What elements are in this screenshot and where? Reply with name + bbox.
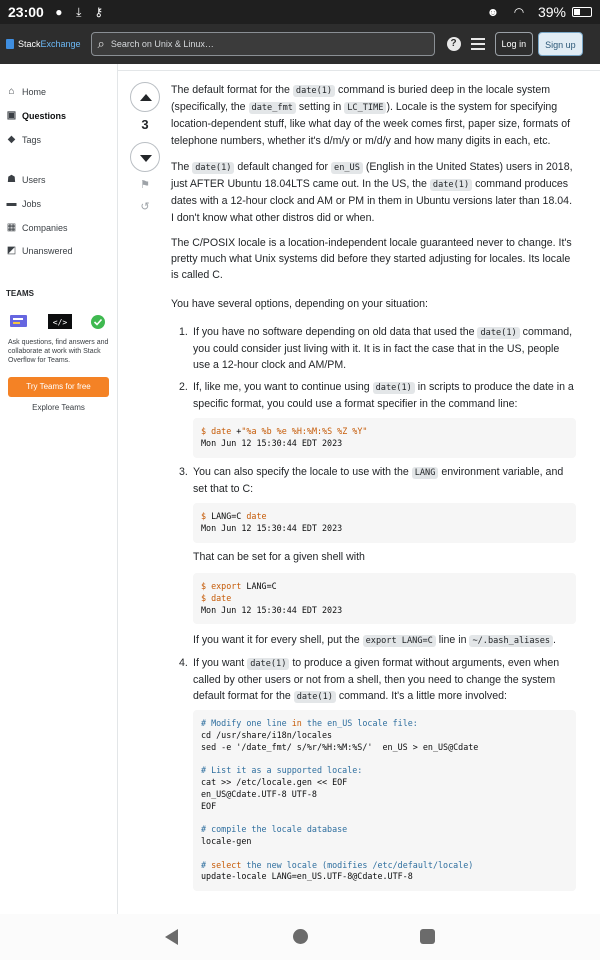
sidebar-item-jobs[interactable] — [6, 198, 41, 209]
search-placeholder: Search on Unix & Linux… — [110, 39, 214, 49]
downvote-arrow-icon — [140, 155, 152, 162]
list-item-text: If you want date(1) to produce a given format without arguments, even when called by other users or not from a shell, then you need to change the system default format for the date(1) command. It's a little more involved: — [193, 657, 560, 703]
key-icon: ⚷ — [94, 5, 104, 19]
downvote-button[interactable] — [130, 142, 160, 172]
list-number: 1. — [179, 326, 188, 338]
inline-code: date(1) — [293, 85, 335, 97]
tag-icon: ◆ — [7, 134, 16, 145]
list-item-text: That can be set for a given shell with — [193, 551, 365, 563]
wifi-icon: ◠ — [513, 5, 525, 19]
upvote-button[interactable] — [130, 82, 160, 112]
site-header — [0, 24, 600, 64]
home-nav-icon[interactable] — [293, 929, 308, 944]
inline-code: date(1) — [477, 327, 519, 339]
sidebar-item-label: Users — [22, 174, 46, 185]
unanswered-icon: ◩ — [6, 245, 17, 256]
battery-icon — [572, 7, 592, 17]
sidebar-item-label: Companies — [22, 222, 68, 233]
content-divider — [118, 70, 600, 71]
battery-percent: 39% — [537, 4, 566, 20]
recents-icon[interactable] — [420, 929, 435, 944]
inline-code: LANG — [412, 467, 439, 479]
logo-text-exchange: Exchange — [40, 39, 81, 49]
sidebar-item-home[interactable] — [6, 86, 46, 97]
list-item-text: If you have no software depending on old data that used the date(1) command, you could consider just living with it. It is in fact the case that in the US, people use a 12-hour clock and AM/PM. — [193, 326, 573, 372]
inline-code: date(1) — [430, 179, 472, 191]
building-icon: ▦ — [6, 222, 17, 233]
sidebar-item-companies[interactable] — [6, 222, 68, 233]
answer-paragraph: The C/POSIX locale is a location-independent locale guaranteed never to change. It's pretty much what Unix systems did before they started adjusting for locales. Its locale is called C. — [171, 237, 572, 282]
inline-code: date(1) — [247, 658, 289, 670]
try-teams-button[interactable]: Try Teams for free — [8, 377, 109, 397]
sidebar-item-tags[interactable] — [6, 134, 41, 145]
sidebar-item-label: Home — [22, 86, 47, 97]
download-icon: ⤓ — [76, 5, 82, 19]
teams-art-code: </> — [52, 318, 68, 327]
code-block: $ LANG=C date Mon Jun 12 15:30:44 EDT 2023 — [193, 503, 576, 543]
answer-paragraph: You have several options, depending on your situation: — [171, 298, 428, 310]
home-icon: ⌂ — [8, 86, 15, 97]
inline-code: date(1) — [373, 382, 415, 394]
list-item-text: You can also specify the locale to use with the LANG environment variable, and set that to C: — [193, 466, 564, 496]
teams-illustration — [8, 312, 108, 332]
stackexchange-logo-icon — [6, 39, 14, 49]
briefcase-icon: ▬ — [6, 198, 17, 209]
explore-teams-link[interactable]: Explore Teams — [32, 403, 85, 412]
users-icon: ☗ — [7, 174, 16, 185]
list-number: 4. — [179, 657, 188, 669]
logo-text-stack: Stack — [18, 39, 41, 49]
code-block: # Modify one line in the en_US locale file: cd /usr/share/i18n/locales sed -e '/date_fmt/ s/%r/%H:%M:%S/' en_US > en_US@Cdate # List it as a supported locale: cat >> /etc/locale.gen << EOF en_US@Cdate.UTF-8 UTF-8 EOF # compile the locale database locale-gen # select the new locale (modifies /etc/default/locale) update-locale LANG=en_US.UTF-8@Cdate.UTF-8 — [193, 710, 576, 891]
answer-paragraph: The date(1) default changed for en_US (English in the United States) users in 2018, just AFTER Ubuntu 18.04LTS came out. In the US, the date(1) command produces dates with a 12-hour clock and AM or PM in them in Ubuntu versions later than 18.04. I don't know what other distros did or when. — [171, 161, 573, 224]
status-time: 23:00 — [8, 4, 44, 20]
sidebar-item-users[interactable] — [6, 174, 46, 185]
sidebar-item-unanswered[interactable] — [6, 245, 73, 256]
inline-code: date_fmt — [249, 102, 296, 114]
inline-code: ~/.bash_aliases — [469, 635, 553, 647]
stackexchange-logo[interactable] — [6, 39, 81, 49]
sidebar-item-label: Tags — [22, 134, 42, 145]
search-input[interactable] — [91, 32, 435, 56]
inline-code: export LANG=C — [363, 635, 436, 647]
inline-code: LC_TIME — [344, 102, 386, 114]
bookmark-icon[interactable]: ⚑ — [140, 179, 150, 191]
list-item-text: If, like me, you want to continue using date(1) in scripts to produce the date in a specific format, you could use a format specifier in the command line: — [193, 381, 574, 411]
code-block: $ export LANG=C $ date Mon Jun 12 15:30:44 EDT 2023 — [193, 573, 576, 624]
questions-icon: ▣ — [6, 110, 17, 121]
help-icon[interactable]: ? — [447, 37, 461, 51]
list-item-text: If you want it for every shell, put the export LANG=C line in ~/.bash_aliases . — [193, 634, 556, 646]
list-number: 2. — [179, 381, 188, 393]
system-navigation-bar — [0, 914, 600, 960]
chat-bubble-icon: ● — [55, 5, 63, 19]
inline-code: date(1) — [294, 691, 336, 703]
inline-code: en_US — [331, 162, 363, 174]
site-switcher-icon[interactable] — [471, 38, 485, 50]
search-icon: ⌕ — [97, 36, 105, 51]
login-button[interactable]: Log in — [495, 32, 534, 56]
history-icon[interactable]: ↺ — [140, 201, 150, 213]
teams-heading: TEAMS — [6, 289, 34, 298]
vote-count: 3 — [141, 117, 149, 132]
teams-description: Ask questions, find answers and collaborate at work with Stack Overflow for Teams. — [8, 339, 109, 364]
inline-code: date(1) — [192, 162, 234, 174]
sidebar-item-label: Jobs — [22, 198, 42, 209]
sidebar-item-label: Questions — [22, 110, 67, 121]
code-block: $ date +"%a %b %e %H:%M:%S %Z %Y" Mon Jun 12 15:30:44 EDT 2023 — [193, 418, 576, 458]
answer-paragraph: The default format for the date(1) command is buried deep in the locale system (specifically, the date_fmt setting in LC_TIME ). Locale is the system for specifying location-dependent stuff, like what day of the week comes first, paper size, formats of telephone numbers, whether it's d/m/y or m/d/y and how many digits in each, etc. — [171, 84, 571, 147]
left-sidebar — [0, 64, 118, 914]
sidebar-item-label: Unanswered — [22, 245, 73, 256]
assistant-icon: ☻ — [486, 5, 500, 19]
upvote-arrow-icon — [140, 94, 152, 101]
signup-button[interactable]: Sign up — [538, 32, 583, 56]
list-number: 3. — [179, 466, 188, 478]
sidebar-item-questions[interactable] — [6, 110, 66, 121]
status-bar — [0, 0, 600, 24]
back-icon[interactable] — [165, 929, 178, 945]
